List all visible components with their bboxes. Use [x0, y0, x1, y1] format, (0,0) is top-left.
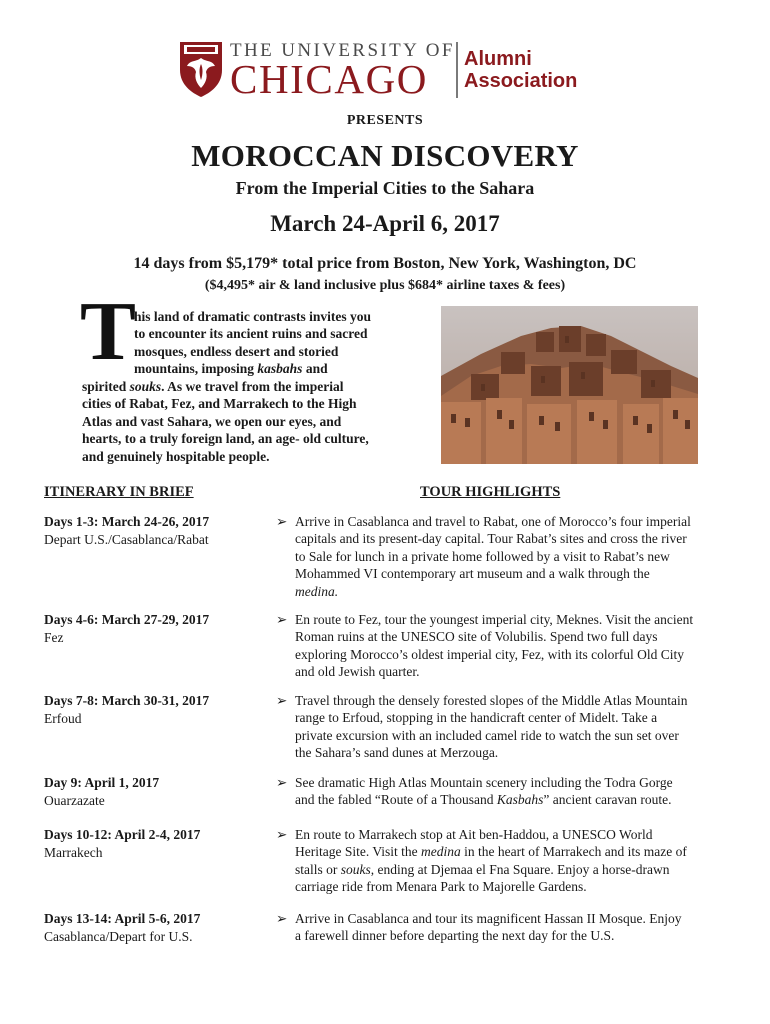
alumni-text: Alumni: [464, 48, 532, 70]
highlight-line: [295, 861, 735, 878]
intro-paragraph-top: [134, 308, 371, 378]
highlight-line: Arrive in Casablanca and travel to Rabat, one of Morocco’s four imperial: [295, 514, 691, 529]
itinerary-item: [44, 611, 274, 646]
arrow-bullet-icon: ➢: [276, 693, 288, 708]
phoenix-shield-icon: [178, 40, 224, 98]
association-text: Association: [464, 70, 578, 92]
itinerary-days: Days 10-12: April 2-4, 2017: [44, 827, 201, 842]
itinerary-heading: ITINERARY IN BRIEF: [44, 484, 194, 500]
intro-line: hearts, to a truly foreign land, an age- old culture,: [82, 431, 369, 447]
highlight-line: En route to Marrakech stop at Ait ben-Haddou, a UNESCO World: [295, 827, 653, 842]
presents-label: PRESENTS: [346, 113, 424, 128]
highlight-line: private excursion with an included camel ride to watch the sun set over: [295, 727, 679, 743]
highlight-text: [295, 826, 735, 896]
highlight-text: [295, 513, 735, 600]
itinerary-place: Erfoud: [44, 710, 82, 726]
highlight-line: capitals and its present-day capital. Tour Rabat’s sites and cross the river: [295, 531, 687, 547]
drop-cap: T: [80, 285, 137, 378]
intro-line: mosques, endless desert and storied: [134, 343, 339, 359]
highlight-line: Arrive in Casablanca and tour its magnificent Hassan II Mosque. Enjoy: [295, 911, 682, 926]
highlight-line: [295, 791, 735, 808]
intro-text: mountains, imposing: [134, 361, 258, 377]
highlight-line: Mohammed VI contemporary art museum and a walk through the: [295, 566, 650, 582]
highlight-line: carriage ride from Menara Park to Majorelle Gardens.: [295, 879, 587, 895]
highlight-text-run: and the fabled “Route of a Thousand: [295, 792, 497, 808]
intro-term-souks: souks: [129, 379, 162, 394]
highlight-text-run: in the heart of Marrakech and its maze of: [460, 844, 687, 860]
highlight-term: medina.: [295, 583, 339, 599]
highlight-text: [295, 910, 735, 945]
kasbah-photo: [441, 306, 698, 464]
page-title: MOROCCAN DISCOVERY: [191, 138, 579, 173]
highlights-heading: TOUR HIGHLIGHTS: [420, 484, 561, 500]
intro-text: and: [302, 361, 328, 377]
itinerary-item: [44, 774, 274, 809]
itinerary-place: Depart U.S./Casablanca/Rabat: [44, 531, 209, 547]
intro-paragraph-bottom: [82, 378, 369, 465]
chicago-wordmark: CHICAGO: [230, 56, 428, 102]
itinerary-item: [44, 910, 274, 945]
intro-term-kasbahs: kasbahs: [257, 361, 303, 377]
itinerary-item: [44, 513, 274, 548]
intro-line: Atlas and vast Sahara, we open our eyes, and: [82, 413, 342, 429]
highlight-text-run: stalls or: [295, 861, 341, 877]
highlight-line: [295, 843, 735, 860]
itinerary-item: [44, 826, 274, 861]
arrow-bullet-icon: ➢: [276, 911, 288, 926]
highlight-term: medina: [421, 844, 461, 860]
itinerary-days: Days 7-8: March 30-31, 2017: [44, 693, 210, 708]
intro-line: [82, 378, 369, 395]
highlight-text: [295, 611, 735, 681]
tour-dates: March 24-April 6, 2017: [270, 211, 500, 236]
highlight-line: a farewell dinner before departing the next day for the U.S.: [295, 928, 615, 944]
itinerary-days: Days 1-3: March 24-26, 2017: [44, 514, 210, 529]
intro-line: and genuinely hospitable people.: [82, 448, 270, 464]
highlight-term: Kasbahs: [496, 792, 544, 808]
itinerary-days: Day 9: April 1, 2017: [44, 775, 160, 790]
highlight-line: the Sahara’s sand dunes at Merzouga.: [295, 745, 499, 761]
university-logo: [178, 40, 598, 102]
highlight-line: Travel through the densely forested slopes of the Middle Atlas Mountain: [295, 693, 688, 708]
alumni-association-wordmark: [464, 48, 577, 92]
highlight-text: [295, 774, 735, 809]
intro-line: cities of Rabat, Fez, and Marrakech to the High: [82, 396, 357, 412]
page-subtitle: From the Imperial Cities to the Sahara: [235, 178, 535, 198]
itinerary-item: [44, 692, 274, 727]
highlight-term: souks: [340, 861, 371, 877]
highlight-text-run: ” ancient caravan route.: [543, 792, 672, 808]
itinerary-days: Days 13-14: April 5-6, 2017: [44, 911, 201, 926]
itinerary-place: Casablanca/Depart for U.S.: [44, 928, 193, 944]
intro-line: his land of dramatic contrasts invites you: [134, 309, 372, 324]
highlight-line: range to Erfoud, stopping in the handicraft center of Midelt. Take a: [295, 710, 658, 726]
intro-line: [134, 360, 371, 377]
highlight-line: [295, 583, 735, 600]
arrow-bullet-icon: ➢: [276, 775, 288, 790]
university-line: THE UNIVERSITY OF: [230, 40, 455, 61]
itinerary-place: Marrakech: [44, 844, 103, 860]
arrow-bullet-icon: ➢: [276, 827, 288, 842]
itinerary-days: Days 4-6: March 27-29, 2017: [44, 612, 210, 627]
intro-line: to encounter its ancient ruins and sacred: [134, 326, 368, 342]
intro-text: . As we travel from the imperial: [161, 379, 344, 394]
arrow-bullet-icon: ➢: [276, 612, 288, 627]
arrow-bullet-icon: ➢: [276, 514, 288, 529]
itinerary-place: Fez: [44, 629, 64, 645]
highlight-line: and old Jewish quarter.: [295, 664, 420, 680]
price-breakdown: ($4,495* air & land inclusive plus $684* airline taxes & fees): [204, 278, 566, 293]
highlight-text: [295, 692, 735, 762]
highlight-line: exploring Morocco’s oldest imperial city, Fez, with its colorful Old City: [295, 646, 685, 662]
highlight-text-run: Heritage Site. Visit the: [295, 844, 422, 860]
intro-text: spirited: [82, 379, 130, 394]
itinerary-place: Ouarzazate: [44, 792, 105, 808]
tour-price: 14 days from $5,179* total price from Boston, New York, Washington, DC: [133, 255, 637, 272]
highlight-line: to Sale for lunch in a private home followed by a visit to Rabat’s new: [295, 548, 670, 564]
highlight-text-run: , ending at Djemaa el Fna Square. Enjoy a horse-drawn: [370, 861, 670, 877]
highlight-line: En route to Fez, tour the youngest imperial city, Meknes. Visit the ancient: [295, 612, 694, 627]
highlight-line: See dramatic High Atlas Mountain scenery including the Todra Gorge: [295, 775, 673, 790]
logo-divider: [456, 42, 458, 98]
highlight-line: Roman ruins at the UNESCO site of Volubilis. Spend two full days: [295, 629, 658, 645]
